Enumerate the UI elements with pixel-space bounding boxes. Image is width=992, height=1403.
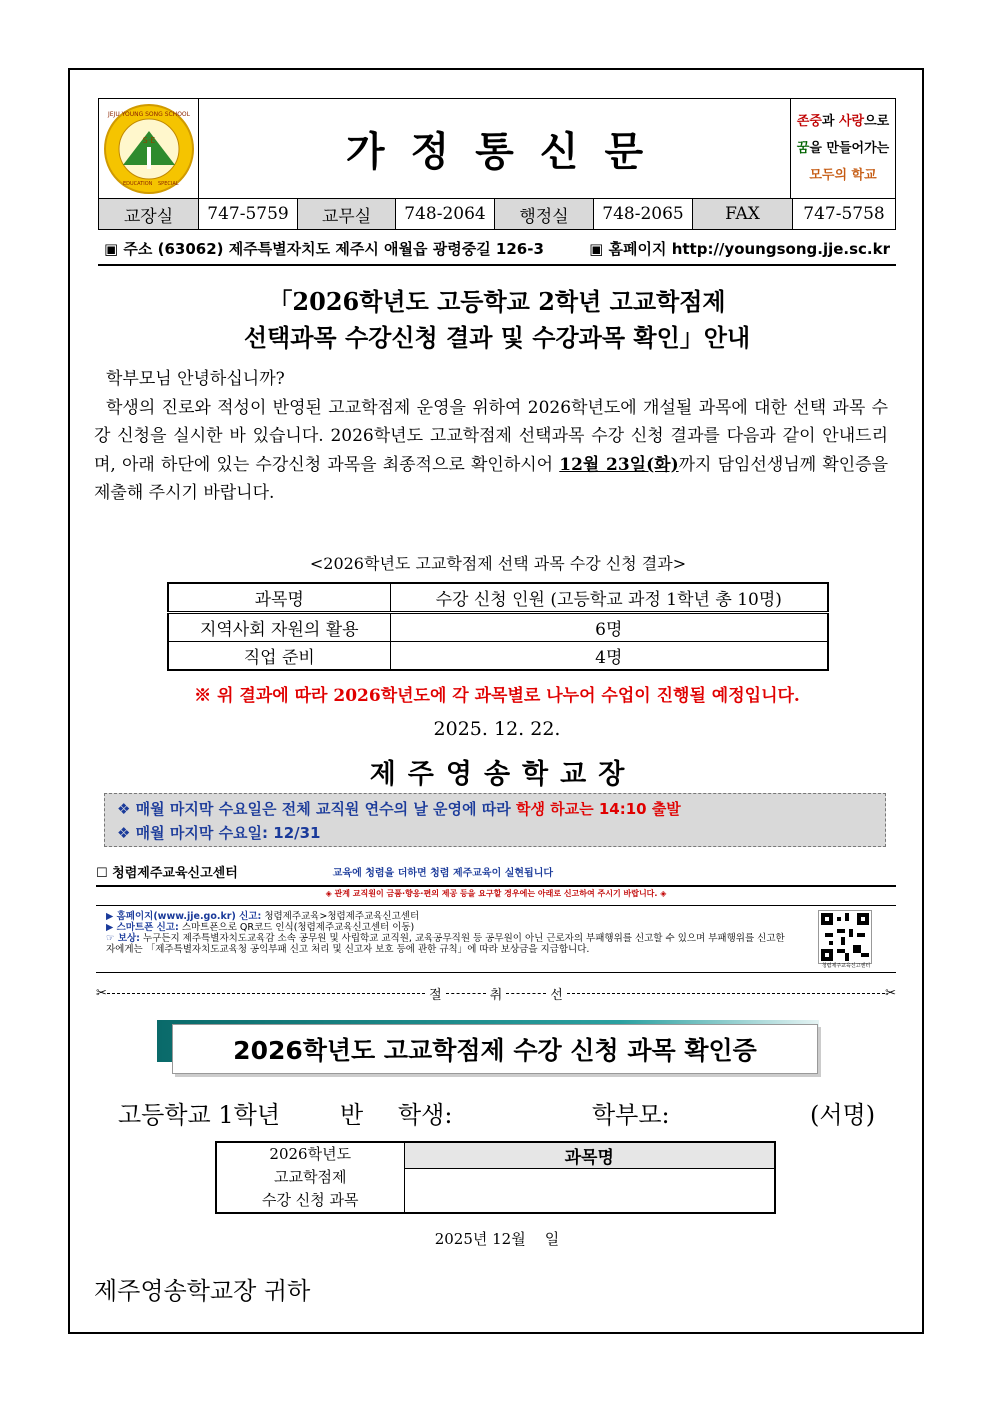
signature-label: (서명): [810, 1101, 876, 1129]
school-address: ▣ 주소 (63062) 제주특별자치도 제주시 애월읍 광령중길 126-3: [104, 239, 544, 258]
addressee: 제주영송학교장 귀하: [94, 1277, 311, 1305]
bulletin-box: [104, 793, 886, 847]
table-cell: 직업 준비: [168, 641, 390, 670]
report-center-slogan: 교육에 청렴을 더하면 청렴 제주교육이 실현됩니다: [332, 868, 554, 879]
contact-label: FAX: [693, 199, 793, 229]
qr-caption: 청렴제주교육신고센터: [821, 963, 871, 969]
grade-label: 고등학교 1학년: [118, 1101, 281, 1129]
notice-heading-line2: 선택과목 수강신청 결과 및 수강과목 확인」안내: [243, 323, 751, 352]
school-logo: [99, 99, 199, 198]
letter-title: 가정통신문: [199, 99, 791, 198]
svg-text:EDUCATION: EDUCATION: [122, 180, 152, 187]
divider: [96, 885, 896, 887]
svg-text:S·E: S·E: [142, 135, 155, 145]
table-header: 수강 신청 인원 (고등학교 과정 1학년 총 10명): [390, 583, 828, 612]
bulletin-line: ❖ 매월 마지막 수요일은 전체 교직원 연수의 날 운영에 따라 학생 하교는 14:10 출발: [117, 800, 681, 818]
result-table: [167, 582, 829, 671]
slip-date: 2025년 12월 일: [434, 1230, 560, 1248]
contact-value: 747-5758: [803, 204, 885, 224]
qr-code-icon[interactable]: [818, 910, 872, 964]
svg-text:SPECIAL: SPECIAL: [157, 180, 179, 187]
school-motto: 존중과 사랑으로 꿈을 만들어가는 모두의 학교: [796, 114, 890, 183]
letter-body: [94, 365, 888, 508]
table-row: [168, 641, 828, 670]
report-instruction: ◈ 관계 교직원이 금품·향응·편의 제공 등을 요구할 경우에는 아래로 신고하여 주시기 바랍니다. ◈: [325, 889, 667, 898]
parent-label[interactable]: 학부모:: [592, 1101, 670, 1129]
confirmation-title: 2026학년도 고교학점제 수강 신청 과목 확인증: [172, 1024, 818, 1074]
contact-value: 747-5759: [199, 199, 298, 229]
contact-value: 748-2065: [594, 199, 693, 229]
school-logo-icon: [103, 103, 195, 195]
result-table-caption: <2026학년도 고교학점제 선택 과목 수강 신청 결과>: [309, 554, 687, 573]
table-header: 과목명: [168, 583, 390, 612]
contact-row: [98, 199, 896, 230]
report-center-title: ☐ 청렴제주교육신고센터: [96, 866, 238, 881]
scissors-icon: ✂: [885, 985, 896, 1001]
report-details: ▶ 홈페이지(www.jje.go.kr) 신고: 청렴제주교육>청렴제주교육신고센터 ▶ 스마트폰 신고: 스마트폰으로 QR코드 인식(청렴제주교육신고센터 이동) ☞ 보상: 누구든지 제주특별자치도교육감 소속 공무원 및 사립학교 교직원, 교육공무직원 등 공무원이 아닌 근로자의 부패행위를 신고할 수 있으며 부패행위를 신고한 자에게는 「제주특별자치도교육청 공익부패 신고 처리 및 신고자 보호 등에 관한 규칙」에 따라 보상금을 지급합니다.: [106, 911, 785, 955]
issue-date: 2025. 12. 22.: [433, 718, 561, 740]
table-cell: 6명: [390, 612, 828, 641]
table-row: [168, 612, 828, 641]
confirmation-table: [215, 1141, 776, 1214]
address-bar: [98, 232, 896, 266]
subject-entry-field[interactable]: [404, 1169, 775, 1214]
signer: 제주영송학교장: [369, 759, 637, 790]
contact-label: 교장실: [99, 199, 199, 229]
body-paragraph: 학생의 진로와 적성이 반영된 고교학점제 운영을 위하여 2026학년도에 개설될 과목에 대한 선택 과목 수강 신청을 실시한 바 있습니다. 2026학년도 고교학점제 선택과목 수강 신청 결과를 다음과 같이 안내드리며, 아래 하단에 있는 수강신청 과목을 최종적으로 확인하시어 12월 23일(화)까지 담임선생님께 확인증을 제출해 주시기 바랍니다.: [94, 397, 889, 503]
letter-header: [98, 98, 896, 199]
contact-label: 행정실: [495, 199, 594, 229]
contact-value: 748-2064: [396, 199, 495, 229]
student-label[interactable]: 학생:: [398, 1101, 453, 1129]
deadline: 12월 23일(화): [559, 454, 679, 475]
contact-label: 교무실: [298, 199, 396, 229]
homepage-link[interactable]: ▣ 홈페이지 http://youngsong.jje.sc.kr: [589, 239, 890, 258]
table-header: 과목명: [404, 1142, 775, 1169]
class-label: 반: [340, 1101, 364, 1129]
divider: [96, 905, 896, 906]
bulletin-line: ❖ 매월 마지막 수요일: 12/31: [117, 824, 321, 842]
greeting: 학부모님 안녕하십니까?: [106, 369, 285, 389]
scissors-icon: ✂: [96, 985, 107, 1001]
notice-heading-line1: 「2026학년도 고등학교 2학년 고교학점제: [268, 287, 726, 316]
table-cell: 4명: [390, 641, 828, 670]
table-cell: 지역사회 자원의 활용: [168, 612, 390, 641]
red-note: ※ 위 결과에 따라 2026학년도에 각 과목별로 나누어 수업이 진행될 예정입니다.: [194, 686, 800, 706]
divider: [96, 972, 896, 973]
table-row-label: 2026학년도 고교학점제 수강 신청 과목: [216, 1142, 404, 1213]
report-center-header: [96, 862, 894, 881]
svg-text:JEJU YOUNG SONG SCHOOL: JEJU YOUNG SONG SCHOOL: [107, 110, 190, 118]
cut-line: ✂ 절 취 선 ✂: [96, 985, 896, 1003]
